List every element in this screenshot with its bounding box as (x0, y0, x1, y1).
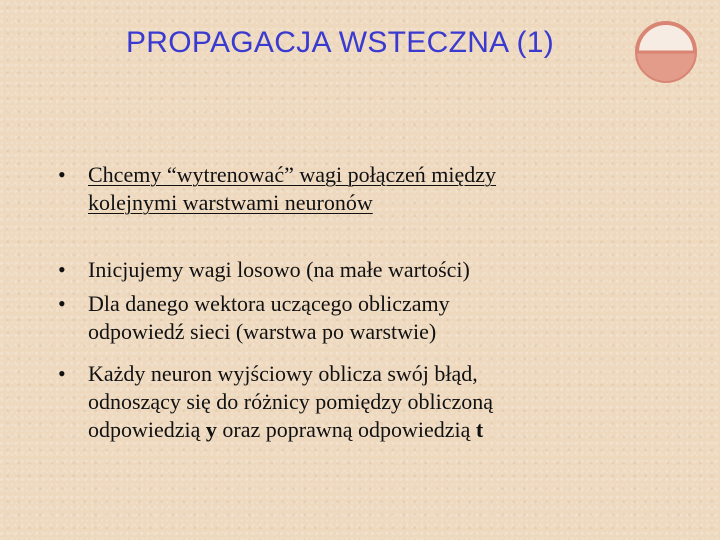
bullet-4-line-3-part-2: oraz poprawną odpowiedzią (216, 417, 476, 442)
bullet-marker: • (58, 361, 66, 386)
variable-y: y (205, 417, 217, 442)
slide-title: PROPAGACJA WSTECZNA (1) (125, 26, 555, 59)
bullet-4-line-1: Każdy neuron wyjściowy oblicza swój błąd, (88, 361, 478, 386)
logo-lower-half (637, 52, 695, 81)
variable-t: t (475, 417, 484, 442)
bullet-marker: • (58, 162, 66, 187)
bullet-marker: • (58, 257, 66, 282)
bullet-4-line-2: odnoszący się do różnicy pomiędzy obliczoną (88, 389, 494, 414)
half-filled-circle-logo-icon (634, 20, 698, 84)
bullet-item-4 (58, 360, 678, 444)
bullet-4-line-3-part-1: odpowiedzią (88, 417, 206, 442)
bullet-item-1 (58, 161, 678, 217)
bullet-4-line-3 (58, 416, 678, 444)
bullet-marker: • (58, 291, 66, 316)
bullet-item-3 (58, 290, 678, 346)
bullet-1-line-2: kolejnymi warstwami neuronów (88, 190, 373, 215)
bullet-1-line-1: Chcemy “wytrenować” wagi połączeń między (88, 162, 497, 187)
bullet-3-line-1: Dla danego wektora uczącego obliczamy (88, 291, 450, 316)
bullet-item-2 (58, 256, 678, 284)
bullet-2-line-1: Inicjujemy wagi losowo (na małe wartości) (88, 257, 470, 282)
bullet-3-line-2: odpowiedź sieci (warstwa po warstwie) (88, 319, 437, 344)
